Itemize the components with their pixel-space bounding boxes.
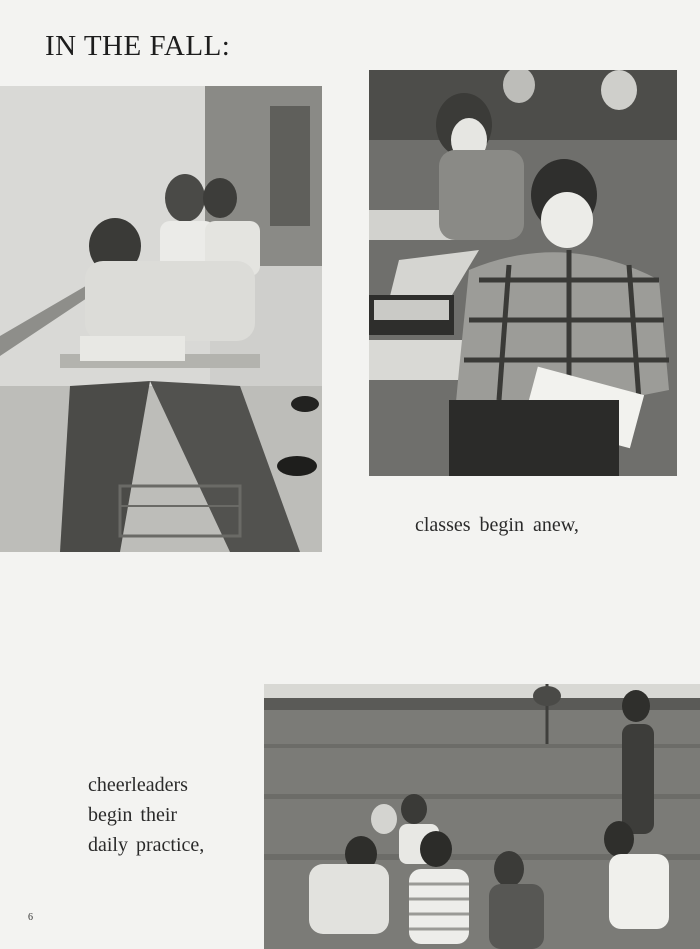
page-number: 6 <box>28 912 33 923</box>
cheerleaders-caption <box>88 770 258 860</box>
classes-caption: classes begin anew, <box>415 514 579 536</box>
cheerleaders-caption-line: cheerleaders <box>88 774 188 796</box>
cheerleaders-on-field-photo <box>264 684 700 949</box>
cheerleaders-caption-line: begin their <box>88 804 178 826</box>
cheerleaders-caption-line: daily practice, <box>88 834 205 856</box>
classroom-students-photo <box>0 86 322 552</box>
smiling-student-plaid-shirt-photo <box>369 70 677 476</box>
page-heading: IN THE FALL: <box>45 30 231 62</box>
